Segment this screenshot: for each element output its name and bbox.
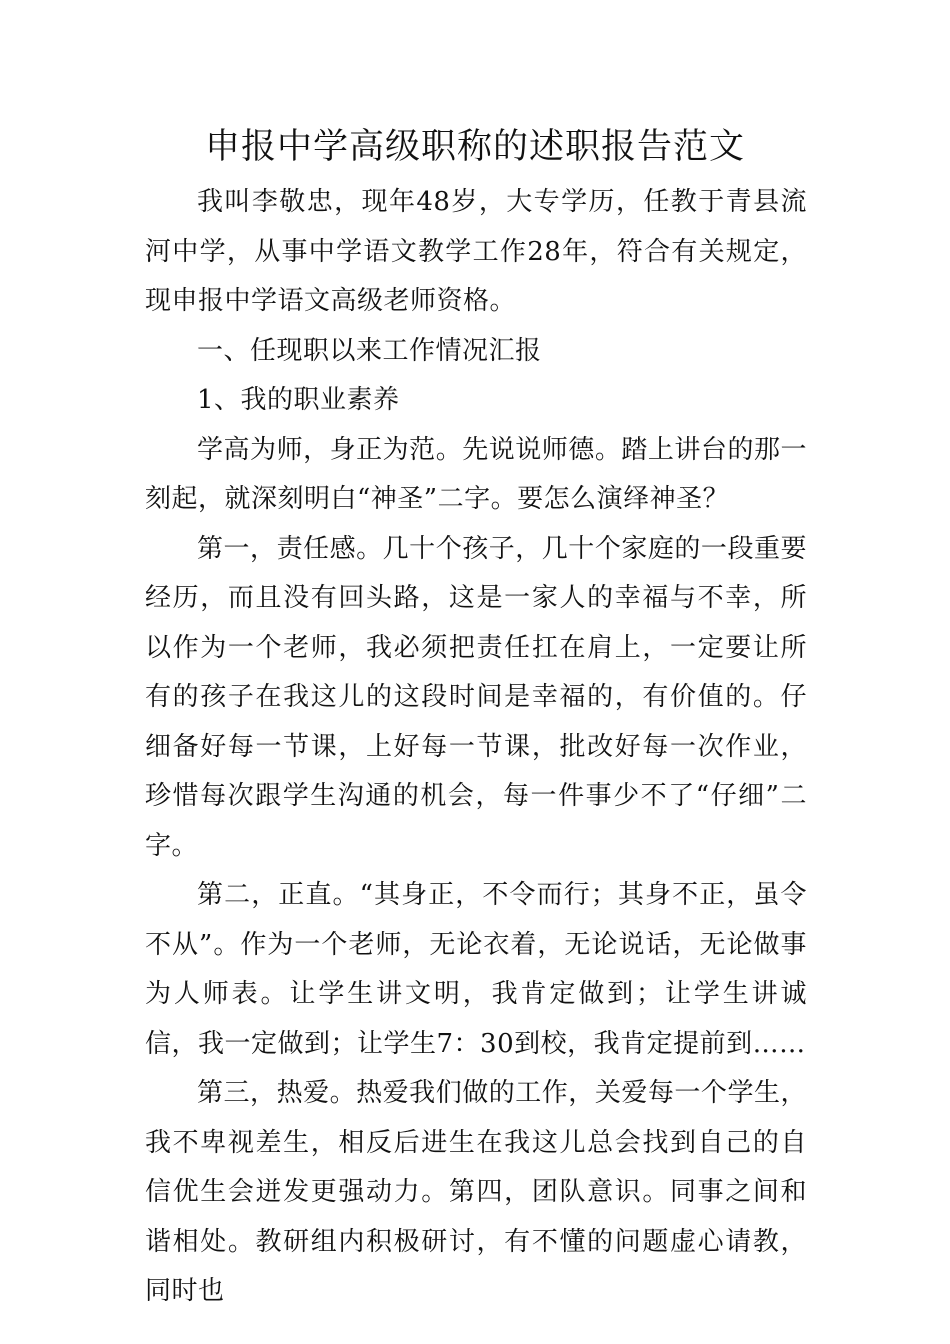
document-title: 申报中学高级职称的述职报告范文	[204, 127, 745, 167]
paragraph-responsibility: 第一，责任感。几十个孩子，几十个家庭的一段重要经历，而且没有回头路，这是一家人的幸福与不幸，所以作为一个老师，我必须把责任扛在肩上，一定要让所有的孩子在我这儿的这段时间是幸福的，有价值的。仔细备好每一节课，上好每一节课，批改好每一次作业，珍惜每次跟学生沟通的机会，每一件事少不了“仔细”二字。	[145, 533, 807, 861]
paragraph-ethics: 学高为师，身正为范。先说说师德。踏上讲台的那一刻起，就深刻明白“神圣”二字。要怎么演绎神圣？	[145, 434, 807, 514]
subsection-heading-1: 1、我的职业素养	[197, 385, 400, 415]
paragraph-integrity: 第二，正直。“其身正，不令而行；其身不正，虽令不从”。作为一个老师，无论衣着，无论说话，无论做事为人师表。让学生讲文明，我肯定做到；让学生讲诚信，我一定做到；让学生7：30到校，我肯定提前到……	[145, 880, 807, 1059]
document-body	[145, 178, 807, 1317]
paragraph-intro: 我叫李敬忠，现年48岁，大专学历，任教于青县流河中学，从事中学语文教学工作28年，符合有关规定，现申报中学语文高级老师资格。	[145, 187, 807, 316]
section-heading-1: 一、任现职以来工作情况汇报	[197, 335, 542, 366]
paragraph-passion: 第三，热爱。热爱我们做的工作，关爱每一个学生，我不卑视差生，相反后进生在我这儿总会找到自己的自信优生会迸发更强动力。第四，团队意识。同事之间和谐相处。教研组内积极研讨，有不懂的问题虚心请教，同时也	[145, 1078, 807, 1306]
